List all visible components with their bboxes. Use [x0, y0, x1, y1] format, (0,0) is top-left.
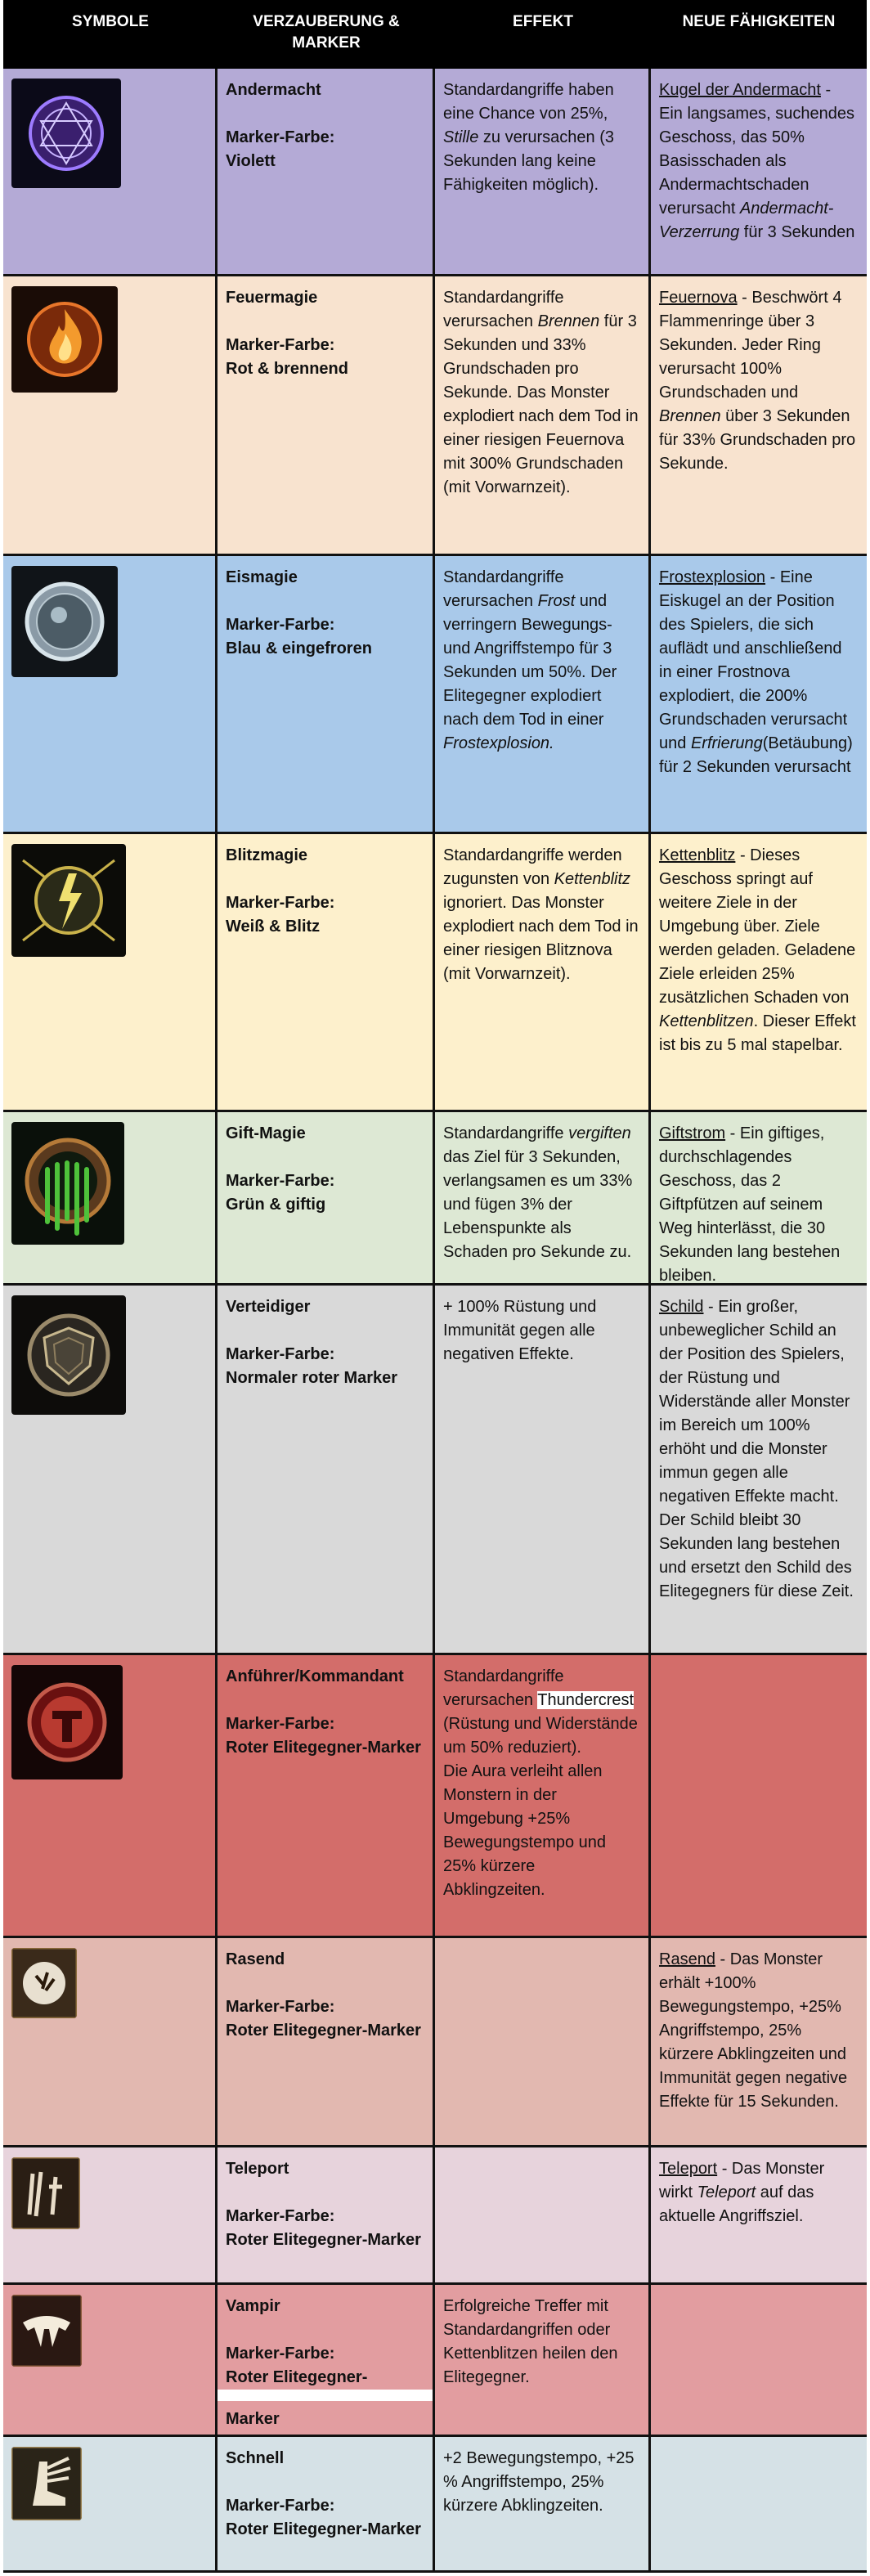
enchantment-name: Blitzmagie: [226, 846, 308, 864]
effect-text: Standardangriffe verursachen Thundercrest (Rüstung und Widerstände um 50% reduziert). Die Aura verleiht allen Monstern in der Umgebung +25% Bewegungstempo und 25% kürzere Abklingzeiten.: [435, 1655, 651, 1936]
marker-label: Marker-Farbe:: [226, 1172, 335, 1190]
ability-text: [651, 2285, 867, 2435]
ability-text: [651, 1655, 867, 1936]
enchantment-name: Andermacht: [226, 81, 321, 99]
table-header: [3, 0, 867, 69]
enchantment-name: Eismagie: [226, 568, 298, 586]
effect-text: + 100% Rüstung und Immunität gegen alle negativen Effekte.: [435, 1286, 651, 1653]
table-row: [3, 2147, 867, 2285]
enchantment-name: Vampir: [226, 2297, 280, 2315]
marker-label: Marker-Farbe:: [226, 1715, 335, 1733]
fire-icon: [11, 286, 118, 393]
ability-name: Kettenblitz: [659, 846, 736, 864]
marker-color: Roter Elitegegner-Marker: [226, 2022, 421, 2040]
ability-text: Schild - Ein großer, unbeweglicher Schild an der Position des Spielers, der Rüstung und Widerstände aller Monster im Bereich um 100% erhöht und die Monster immun gegen alle negativen Effekte macht. Der Schild bleibt 30 Sekunden lang bestehen und ersetzt den Schild des Elitegegners für diese Zeit.: [659, 1298, 854, 1600]
header-symbols: SYMBOLE: [72, 13, 149, 30]
highlighted-term: Thundercrest: [537, 1691, 635, 1709]
marker-color: Rot & brennend: [226, 360, 348, 378]
table-row: [3, 2285, 867, 2437]
table-row: [3, 1286, 867, 1655]
table-row: [3, 556, 867, 834]
fangs-icon: [11, 2295, 82, 2367]
enchantment-name: Anführer/Kommandant: [226, 1667, 404, 1685]
ability-name: Kugel der Andermacht: [659, 81, 821, 99]
header-abilities: NEUE FÄHIGKEITEN: [682, 13, 836, 30]
enchantment-name: Gift-Magie: [226, 1124, 306, 1142]
effect-text: +2 Bewegungstempo, +25 % Angriffstempo, 25% kürzere Abklingzeiten.: [435, 2437, 651, 2570]
enchantment-name: Rasend: [226, 1950, 285, 1968]
header-effect: EFFEKT: [513, 13, 573, 30]
marker-color-continued: Marker: [226, 2410, 280, 2428]
marker-label: Marker-Farbe:: [226, 128, 335, 146]
marker-label: Marker-Farbe:: [226, 1345, 335, 1363]
teleport-icon: [11, 2157, 80, 2229]
shield-icon: [11, 1295, 126, 1415]
ability-name: Frostexplosion: [659, 568, 766, 586]
marker-color: Roter Elitegegner-Marker: [226, 2520, 421, 2538]
ability-name: Rasend: [659, 1950, 715, 1968]
marker-color: Roter Elitegegner-Marker: [226, 2231, 421, 2249]
table-row: [3, 1655, 867, 1938]
table-row: [3, 1938, 867, 2147]
frenzy-icon: [11, 1948, 77, 2018]
winged-boot-icon: [11, 2447, 82, 2520]
leader-icon: [11, 1665, 123, 1779]
marker-label: Marker-Farbe:: [226, 2207, 335, 2225]
ability-name: Feuernova: [659, 289, 738, 307]
effect-text: Standardangriffe vergiften das Ziel für 3 Sekunden, verlangsamen es um 33% und fügen 3% der Lebenspunkte als Schaden pro Sekunde zu.: [435, 1112, 651, 1283]
marker-color: Weiß & Blitz: [226, 918, 321, 936]
effect-text: Standardangriffe werden zugunsten von Kettenblitz ignoriert. Das Monster explodiert nach dem Tod in einer riesigen Blitznova (mit Vorwarnzeit).: [435, 834, 651, 1110]
ability-text: Feuernova - Beschwört 4 Flammenringe über 3 Sekunden. Jeder Ring verursacht 100% Grundschaden und Brennen über 3 Sekunden für 33% Grundschaden pro Sekunde.: [659, 289, 856, 473]
enchantment-name: Schnell: [226, 2449, 285, 2467]
marker-label: Marker-Farbe:: [226, 2497, 335, 2515]
effect-text: [435, 2147, 651, 2282]
ability-text: Rasend - Das Monster erhält +100% Bewegungstempo, +25% Angriffstempo, 25% kürzere Abklingzeiten und Immunität gegen negative Effekte für 15 Sekunden.: [659, 1950, 848, 2111]
marker-color: Violett: [226, 152, 276, 170]
marker-label: Marker-Farbe:: [226, 894, 335, 912]
ability-text: Kettenblitz - Dieses Geschoss springt auf weitere Ziele in der Umgebung über. Ziele werden geladen. Geladene Ziele erleiden 25% zusätzlichen Schaden von Kettenblitzen. Dieser Effekt ist bis zu 5 mal stapelbar.: [659, 846, 856, 1054]
effect-text: Standardangriffe haben eine Chance von 25%, Stille zu verursachen (3 Sekunden lang keine Fähigkeiten möglich).: [435, 69, 651, 274]
enchantment-name: Teleport: [226, 2160, 289, 2178]
header-enchantment: VERZAUBERUNG & MARKER: [253, 13, 400, 52]
effect-text: Standardangriffe verursachen Brennen für 3 Sekunden und 33% Grundschaden pro Sekunde. Das Monster explodiert nach dem Tod in einer riesigen Feuernova mit 300% Grundschaden (mit Vorwarnzeit).: [435, 276, 651, 554]
table-row: [3, 2437, 867, 2573]
table-row: [3, 1112, 867, 1286]
marker-color: Roter Elitegegner-: [226, 2368, 368, 2386]
ability-text: Frostexplosion - Eine Eiskugel an der Position des Spielers, die sich auflädt und anschließend in einer Frostnova explodiert, die 200% Grundschaden verursacht und Erfrierung(Betäubung) für 2 Sekunden verursacht: [659, 568, 853, 776]
table-row: [3, 69, 867, 276]
poison-icon: [11, 1122, 124, 1245]
lightning-icon: [11, 844, 126, 957]
cell-gap: [218, 2390, 433, 2401]
ability-name: Teleport: [659, 2160, 718, 2178]
ability-text: [651, 2437, 867, 2570]
effect-text: Standardangriffe verursachen Frost und verringern Bewegungs- und Angriffstempo für 3 Sekunden um 50%. Der Elitegegner explodiert nach dem Tod in einer Frostexplosion.: [435, 556, 651, 832]
marker-label: Marker-Farbe:: [226, 2345, 335, 2363]
effect-text: [435, 1938, 651, 2145]
marker-label: Marker-Farbe:: [226, 1998, 335, 2016]
marker-label: Marker-Farbe:: [226, 336, 335, 354]
marker-color: Blau & eingefroren: [226, 640, 372, 657]
ability-text: Giftstrom - Ein giftiges, durchschlagendes Geschoss, das 2 Giftpfützen auf seinem Weg hinterlässt, die 30 Sekunden lang bestehen bleiben.: [659, 1124, 841, 1285]
effect-text: Erfolgreiche Treffer mit Standardangriffen oder Kettenblitzen heilen den Elitegegner.: [435, 2285, 651, 2435]
table-row: [3, 276, 867, 556]
ability-name: Schild: [659, 1298, 704, 1316]
marker-color: Grün & giftig: [226, 1196, 326, 1214]
enchantment-name: Feuermagie: [226, 289, 318, 307]
ability-name: Giftstrom: [659, 1124, 726, 1142]
rune-icon: [11, 79, 121, 188]
enchantment-name: Verteidiger: [226, 1298, 311, 1316]
table-row: [3, 834, 867, 1112]
ability-text: Teleport - Das Monster wirkt Teleport auf das aktuelle Angriffsziel.: [659, 2160, 825, 2225]
marker-label: Marker-Farbe:: [226, 616, 335, 634]
frost-icon: [11, 566, 118, 677]
marker-color: Roter Elitegegner-Marker: [226, 1739, 421, 1757]
ability-text: Kugel der Andermacht - Ein langsames, suchendes Geschoss, das 50% Basisschaden als Andermachtschaden verursacht Andermacht-Verzerrung für 3 Sekunden: [659, 81, 855, 241]
marker-color: Normaler roter Marker: [226, 1369, 398, 1387]
